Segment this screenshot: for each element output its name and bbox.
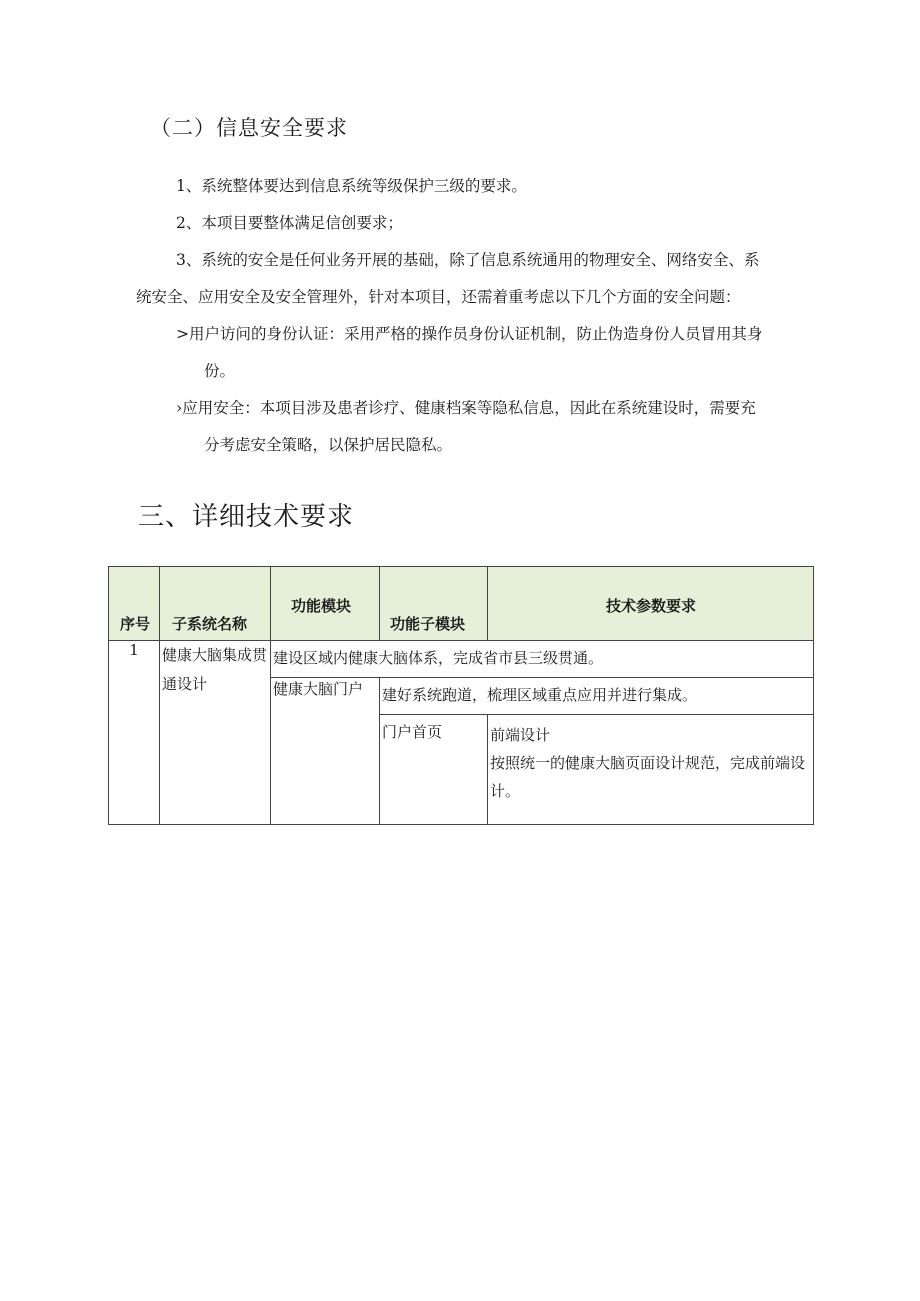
header-no: 序号 (109, 567, 160, 641)
bullet-identity-auth-continued: 份。 (204, 362, 236, 380)
header-submodule: 功能子模块 (380, 567, 488, 641)
requirement-item-3: 3、系统的安全是任何业务开展的基础，除了信息系统通用的物理安全、网络安全、系 (176, 251, 760, 269)
tech-title: 前端设计 (490, 726, 551, 744)
cell-subsystem: 健康大脑集成贯通设计 (160, 641, 271, 825)
requirement-item-2: 2、本项目要整体满足信创要求； (176, 214, 403, 232)
bullet-app-security (176, 390, 756, 427)
section-three-heading: 三、详细技术要求 (138, 502, 355, 532)
section-two-heading: （二）信息安全要求 (150, 116, 348, 140)
table-row (109, 641, 814, 678)
cell-span-row-1: 建设区域内健康大脑体系，完成省市县三级贯通。 (271, 641, 814, 678)
bullet-marker: › (176, 399, 183, 417)
bullet-app-security-continued: 分考虑安全策略，以保护居民隐私。 (204, 436, 453, 454)
cell-module: 健康大脑门户 (271, 678, 380, 825)
bullet-identity-auth (176, 316, 763, 353)
cell-span-row-2: 建好系统跑道，梳理区域重点应用并进行集成。 (380, 678, 814, 715)
bullet-marker: > (176, 325, 189, 343)
header-subsystem: 子系统名称 (160, 567, 271, 641)
cell-no: 1 (109, 641, 160, 825)
cell-submodule: 门户首页 (380, 715, 488, 825)
table-header-row (109, 567, 814, 641)
cell-tech (488, 715, 814, 825)
tech-body: 按照统一的健康大脑页面设计规范，完成前端设计。 (490, 754, 806, 800)
technical-requirements-table (108, 566, 814, 825)
header-tech: 技术参数要求 (488, 567, 814, 641)
requirement-item-1: 1、系统整体要达到信息系统等级保护三级的要求。 (176, 177, 527, 195)
requirement-item-3-continued: 统安全、应用安全及安全管理外，针对本项目，还需着重考虑以下几个方面的安全问题： (136, 288, 741, 306)
bullet-text: 用户访问的身份认证：采用严格的操作员身份认证机制，防止伪造身份人员冒用其身 (189, 325, 763, 343)
header-module: 功能模块 (271, 567, 380, 641)
bullet-text: 应用安全：本项目涉及患者诊疗、健康档案等隐私信息，因此在系统建设时，需要充 (182, 399, 756, 417)
